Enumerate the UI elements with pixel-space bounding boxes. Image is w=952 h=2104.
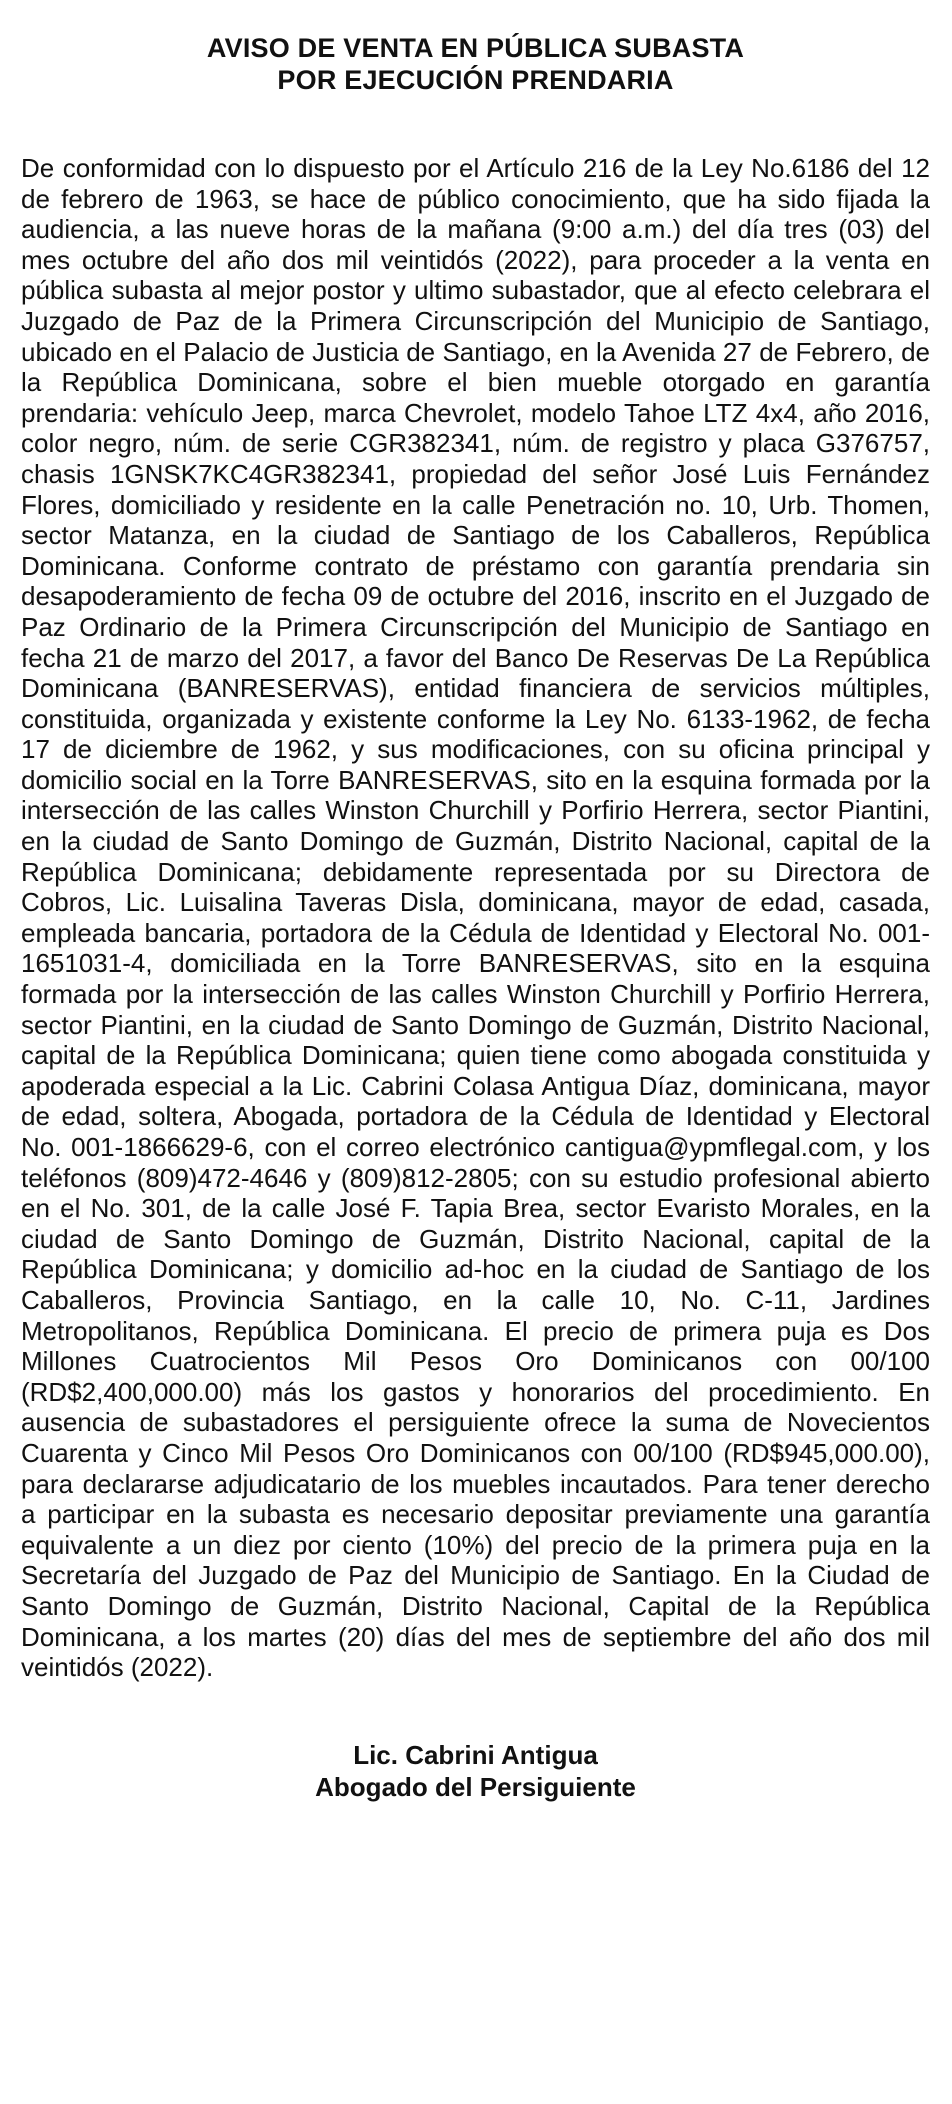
notice-title-line-1: AVISO DE VENTA EN PÚBLICA SUBASTA (206, 33, 745, 63)
signature-name: Lic. Cabrini Antigua (353, 1739, 598, 1770)
signature-block (21, 1739, 930, 1803)
notice-title (21, 32, 930, 96)
notice-body: De conformidad con lo dispuesto por el Artículo 216 de la Ley No.6186 del 12 de febrero de 1963, se hace de público conocimiento, que ha sido fijada la audiencia, a las nueve horas de la mañana (9:00 a.m.) del día tres (03) del mes octubre del año dos mil veintidós (2022), para proceder a la venta en pública subasta al mejor postor y ultimo subastador, que al efecto celebrara el Juzgado de Paz de la Primera Circunscripción del Municipio de Santiago, ubicado en el Palacio de Justicia de Santiago, en la Avenida 27 de Febrero, de la República Dominicana, sobre el bien mueble otorgado en garantía prendaria: vehículo Jeep, marca Chevrolet, modelo Tahoe LTZ 4x4, año 2016, color negro, núm. de serie CGR382341, núm. de registro y placa G376757, chasis 1GNSK7KC4GR382341, propiedad del señor José Luis Fernández Flores, domiciliado y residente en la calle Penetración no. 10, Urb. Thomen, sector Matanza, en la ciudad de Santiago de los Caballeros, República Dominicana. Conforme contrato de préstamo con garantía prendaria sin desapoderamiento de fecha 09 de octubre del 2016, inscrito en el Juzgado de Paz Ordinario de la Primera Circunscripción del Municipio de Santiago en fecha 21 de marzo del 2017, a favor del Banco De Reservas De La República Dominicana (BANRESERVAS), entidad financiera de servicios múltiples, constituida, organizada y existente conforme la Ley No. 6133-1962, de fecha 17 de diciembre de 1962, y sus modificaciones, con su oficina principal y domicilio social en la Torre BANRESERVAS, sito en la esquina formada por la intersección de las calles Winston Churchill y Porfirio Herrera, sector Piantini, en la ciudad de Santo Domingo de Guzmán, Distrito Nacional, capital de la República Dominicana; debidamente representada por su Directora de Cobros, Lic. Luisalina Taveras Disla, dominicana, mayor de edad, casada, empleada bancaria, portadora de la Cédula de Identidad y Electoral No. 001-1651031-4, domiciliada en la Torre BANRESERVAS, sito en la esquina formada por la intersección de las calles Winston Churchill y Porfirio Herrera, sector Piantini, en la ciudad de Santo Domingo de Guzmán, Distrito Nacional, capital de la República Dominicana; quien tiene como abogada constituida y apoderada especial a la Lic. Cabrini Colasa Antigua Díaz, dominicana, mayor de edad, soltera, Abogada, portadora de la Cédula de Identidad y Electoral No. 001-1866629-6, con el correo electrónico cantigua@ypmflegal.com, y los teléfonos (809)472-4646 y (809)812-2805; con su estudio profesional abierto en el No. 301, de la calle José F. Tapia Brea, sector Evaristo Morales, en la ciudad de Santo Domingo de Guzmán, Distrito Nacional, capital de la República Dominicana; y domicilio ad-hoc en la ciudad de Santiago de los Caballeros, Provincia Santiago, en la calle 10, No. C-11, Jardines Metropolitanos, República Dominicana. El precio de primera puja es Dos Millones Cuatrocientos Mil Pesos Oro Dominicanos con 00/100 (RD$2,400,000.00) más los gastos y honorarios del procedimiento. En ausencia de subastadores el persiguiente ofrece la suma de Novecientos Cuarenta y Cinco Mil Pesos Oro Dominicanos con 00/100 (RD$945,000.00), para declararse adjudicatario de los muebles incautados. Para tener derecho a participar en la subasta es necesario depositar previamente una garantía equivalente a un diez por ciento (10%) del precio de la primera puja en la Secretaría del Juzgado de Paz del Municipio de Santiago. En la Ciudad de Santo Domingo de Guzmán, Distrito Nacional, Capital de la República Dominicana, a los martes (20) días del mes de septiembre del año dos mil veintidós (2022). (21, 153, 930, 1683)
signature-role: Abogado del Persiguiente (315, 1771, 636, 1802)
notice-title-line-2: POR EJECUCIÓN PRENDARIA (277, 65, 674, 95)
